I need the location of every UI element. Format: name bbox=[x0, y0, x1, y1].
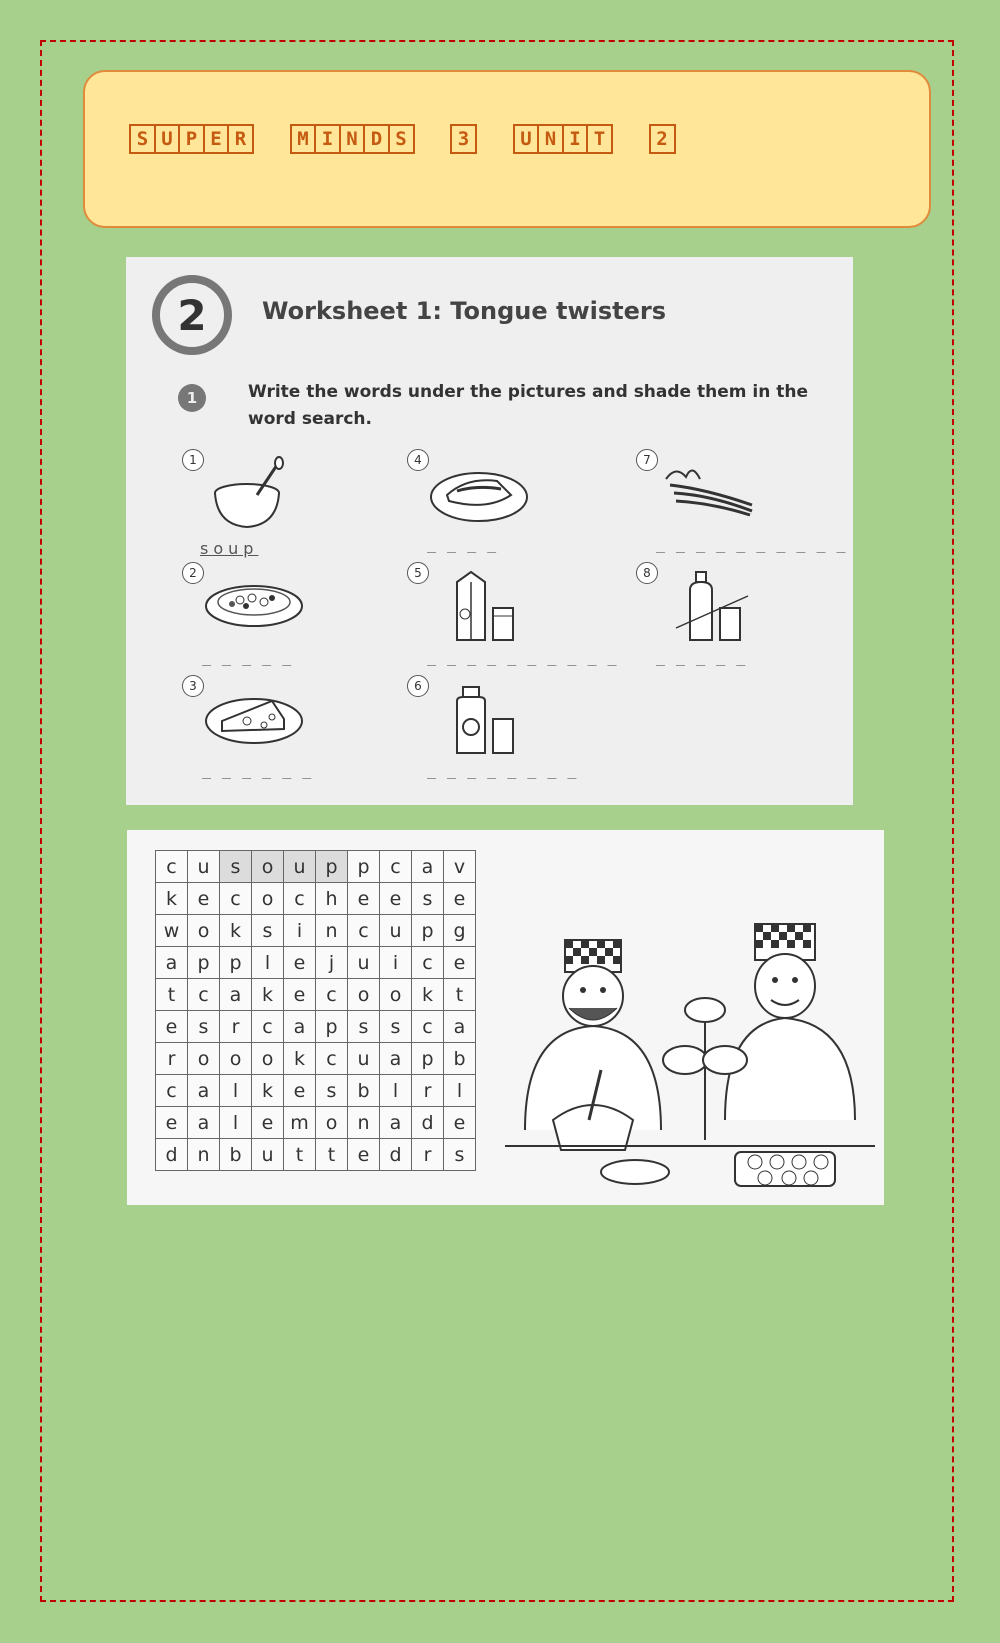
grid-cell[interactable]: u bbox=[188, 851, 220, 883]
juice-bottle-icon bbox=[427, 681, 537, 761]
grid-cell[interactable]: a bbox=[380, 1107, 412, 1139]
title-letter-tile: M bbox=[290, 124, 317, 154]
item-blank: _ _ _ _ bbox=[427, 535, 498, 553]
grid-cell[interactable]: a bbox=[284, 1011, 316, 1043]
celery-icon bbox=[656, 455, 766, 525]
grid-cell[interactable]: o bbox=[252, 883, 284, 915]
title-word bbox=[450, 124, 475, 154]
grid-row bbox=[156, 1139, 476, 1171]
grid-cell[interactable]: p bbox=[220, 947, 252, 979]
item-number: 7 bbox=[636, 449, 658, 471]
title-letter-tile: 2 bbox=[649, 124, 676, 154]
grid-cell[interactable]: u bbox=[284, 851, 316, 883]
grid-cell[interactable]: s bbox=[444, 1139, 476, 1171]
grid-cell[interactable]: u bbox=[348, 947, 380, 979]
grid-cell[interactable]: k bbox=[156, 883, 188, 915]
grid-cell[interactable]: c bbox=[412, 1011, 444, 1043]
picture-item-1 bbox=[182, 449, 382, 558]
grid-cell[interactable]: c bbox=[348, 915, 380, 947]
grid-cell[interactable]: d bbox=[380, 1139, 412, 1171]
title-word bbox=[129, 124, 252, 154]
grid-cell[interactable]: s bbox=[412, 883, 444, 915]
item-number: 8 bbox=[636, 562, 658, 584]
grid-cell[interactable]: a bbox=[188, 1075, 220, 1107]
grid-cell[interactable]: k bbox=[412, 979, 444, 1011]
grid-row bbox=[156, 883, 476, 915]
grid-cell[interactable]: o bbox=[316, 1107, 348, 1139]
grid-cell[interactable]: t bbox=[284, 1139, 316, 1171]
water-bottle-icon bbox=[656, 568, 766, 648]
grid-row bbox=[156, 915, 476, 947]
grid-cell[interactable]: l bbox=[252, 947, 284, 979]
grid-cell[interactable]: c bbox=[188, 979, 220, 1011]
grid-cell[interactable]: n bbox=[316, 915, 348, 947]
grid-cell[interactable]: t bbox=[156, 979, 188, 1011]
grid-cell[interactable]: t bbox=[316, 1139, 348, 1171]
picture-item-5 bbox=[407, 562, 618, 666]
grid-cell[interactable]: s bbox=[316, 1075, 348, 1107]
grid-row bbox=[156, 1075, 476, 1107]
worksheet-title: Worksheet 1: Tongue twisters bbox=[262, 297, 666, 325]
grid-cell[interactable]: e bbox=[444, 947, 476, 979]
grid-cell[interactable]: l bbox=[220, 1107, 252, 1139]
title-letter-tile: 3 bbox=[450, 124, 477, 154]
grid-cell[interactable]: o bbox=[220, 1043, 252, 1075]
grid-cell[interactable]: a bbox=[188, 1107, 220, 1139]
picture-item-4 bbox=[407, 449, 607, 553]
cheese-plate-icon bbox=[202, 681, 312, 751]
item-number: 6 bbox=[407, 675, 429, 697]
title-letter-tile: D bbox=[363, 124, 390, 154]
grid-cell[interactable]: o bbox=[252, 1043, 284, 1075]
grid-cell[interactable]: o bbox=[348, 979, 380, 1011]
item-blank: _ _ _ _ _ _ bbox=[202, 761, 313, 779]
two-chefs-baking-icon bbox=[505, 920, 875, 1190]
grid-cell[interactable]: e bbox=[444, 883, 476, 915]
milk-carton-icon bbox=[427, 568, 537, 648]
grid-cell[interactable]: a bbox=[412, 851, 444, 883]
grid-cell[interactable]: b bbox=[220, 1139, 252, 1171]
grid-cell[interactable]: j bbox=[316, 947, 348, 979]
grid-cell[interactable]: p bbox=[348, 851, 380, 883]
item-number: 2 bbox=[182, 562, 204, 584]
unit-number-badge: 2 bbox=[152, 275, 232, 355]
grid-cell[interactable]: p bbox=[316, 851, 348, 883]
grid-cell[interactable]: e bbox=[284, 1075, 316, 1107]
grid-cell[interactable]: b bbox=[444, 1043, 476, 1075]
grid-cell[interactable]: s bbox=[348, 1011, 380, 1043]
grid-cell[interactable]: s bbox=[188, 1011, 220, 1043]
grid-cell[interactable]: c bbox=[380, 851, 412, 883]
cake-plate-icon bbox=[427, 455, 537, 535]
grid-cell[interactable]: l bbox=[444, 1075, 476, 1107]
grid-cell[interactable]: k bbox=[252, 1075, 284, 1107]
title-letter-tile: U bbox=[154, 124, 181, 154]
grid-cell[interactable]: r bbox=[412, 1075, 444, 1107]
title-letter-tile: T bbox=[586, 124, 613, 154]
grid-cell[interactable]: c bbox=[316, 979, 348, 1011]
grid-cell[interactable]: a bbox=[444, 1011, 476, 1043]
item-number: 5 bbox=[407, 562, 429, 584]
picture-item-3 bbox=[182, 675, 382, 779]
grid-cell[interactable]: c bbox=[412, 947, 444, 979]
grid-cell[interactable]: o bbox=[380, 979, 412, 1011]
word-search-panel bbox=[127, 830, 884, 1205]
grid-cell[interactable]: b bbox=[348, 1075, 380, 1107]
picture-item-6 bbox=[407, 675, 607, 779]
picture-item-7 bbox=[636, 449, 847, 553]
item-blank: _ _ _ _ _ _ _ _ _ _ bbox=[427, 648, 618, 666]
grid-cell[interactable]: r bbox=[156, 1043, 188, 1075]
grid-cell[interactable]: k bbox=[252, 979, 284, 1011]
title-letter-tile: N bbox=[339, 124, 366, 154]
title-letter-tile: E bbox=[203, 124, 230, 154]
grid-cell[interactable]: k bbox=[220, 915, 252, 947]
grid-cell[interactable]: o bbox=[188, 915, 220, 947]
grid-cell[interactable]: e bbox=[348, 1139, 380, 1171]
item-number: 1 bbox=[182, 449, 204, 471]
item-blank: _ _ _ _ _ _ _ _ _ _ bbox=[656, 535, 847, 553]
grid-cell[interactable]: v bbox=[444, 851, 476, 883]
grid-cell[interactable]: p bbox=[188, 947, 220, 979]
grid-cell[interactable]: d bbox=[156, 1139, 188, 1171]
grid-cell[interactable]: e bbox=[284, 979, 316, 1011]
item-number: 4 bbox=[407, 449, 429, 471]
grid-cell[interactable]: c bbox=[316, 1043, 348, 1075]
grid-cell[interactable]: u bbox=[252, 1139, 284, 1171]
grid-row bbox=[156, 1043, 476, 1075]
grid-cell[interactable]: l bbox=[220, 1075, 252, 1107]
item-blank: _ _ _ _ _ _ _ _ bbox=[427, 761, 578, 779]
grid-cell[interactable]: e bbox=[188, 883, 220, 915]
picture-item-8 bbox=[636, 562, 836, 666]
grid-row bbox=[156, 947, 476, 979]
grid-cell[interactable]: w bbox=[156, 915, 188, 947]
title-word bbox=[513, 124, 611, 154]
grid-cell[interactable]: u bbox=[348, 1043, 380, 1075]
grid-cell[interactable]: k bbox=[284, 1043, 316, 1075]
grid-row bbox=[156, 979, 476, 1011]
title-letter-tile: R bbox=[227, 124, 254, 154]
grid-cell[interactable]: i bbox=[380, 947, 412, 979]
grid-cell[interactable]: t bbox=[444, 979, 476, 1011]
grid-cell[interactable]: e bbox=[252, 1107, 284, 1139]
grid-cell[interactable]: e bbox=[348, 883, 380, 915]
grid-cell[interactable]: c bbox=[220, 883, 252, 915]
grid-cell[interactable]: a bbox=[380, 1043, 412, 1075]
grid-cell[interactable]: r bbox=[412, 1139, 444, 1171]
grid-cell[interactable]: e bbox=[444, 1107, 476, 1139]
grid-cell[interactable]: e bbox=[156, 1107, 188, 1139]
grid-cell[interactable]: c bbox=[156, 851, 188, 883]
grid-row bbox=[156, 851, 476, 883]
grid-cell[interactable]: u bbox=[380, 915, 412, 947]
item-answer: soup bbox=[200, 539, 259, 558]
grid-cell[interactable]: r bbox=[220, 1011, 252, 1043]
grid-cell[interactable]: i bbox=[284, 915, 316, 947]
soup-bowl-icon bbox=[202, 455, 302, 535]
grid-cell[interactable]: m bbox=[284, 1107, 316, 1139]
title-letter-tile: P bbox=[178, 124, 205, 154]
grid-cell[interactable]: g bbox=[444, 915, 476, 947]
title-letter-tile: S bbox=[388, 124, 415, 154]
task-number-badge: 1 bbox=[178, 384, 206, 412]
grid-cell[interactable]: c bbox=[252, 1011, 284, 1043]
grid-cell[interactable]: e bbox=[156, 1011, 188, 1043]
task-instruction: Write the words under the pictures and shade them in the word search. bbox=[248, 382, 808, 429]
grid-cell[interactable]: s bbox=[252, 915, 284, 947]
grid-cell[interactable]: s bbox=[220, 851, 252, 883]
title-letters bbox=[129, 124, 711, 154]
grid-row bbox=[156, 1011, 476, 1043]
item-blank: _ _ _ _ _ bbox=[202, 648, 293, 666]
grid-cell[interactable]: d bbox=[412, 1107, 444, 1139]
salad-plate-icon bbox=[202, 568, 312, 638]
grid-cell[interactable]: e bbox=[380, 883, 412, 915]
item-number: 3 bbox=[182, 675, 204, 697]
title-letter-tile: N bbox=[537, 124, 564, 154]
grid-cell[interactable]: a bbox=[220, 979, 252, 1011]
grid-cell[interactable]: n bbox=[348, 1107, 380, 1139]
grid-cell[interactable]: l bbox=[380, 1075, 412, 1107]
grid-cell[interactable]: e bbox=[284, 947, 316, 979]
grid-cell[interactable]: o bbox=[188, 1043, 220, 1075]
title-letter-tile: I bbox=[314, 124, 341, 154]
title-word bbox=[649, 124, 674, 154]
grid-cell[interactable]: o bbox=[252, 851, 284, 883]
grid-cell[interactable]: n bbox=[188, 1139, 220, 1171]
title-letter-tile: S bbox=[129, 124, 156, 154]
grid-cell[interactable]: h bbox=[316, 883, 348, 915]
worksheet-panel bbox=[126, 257, 853, 805]
title-letter-tile: I bbox=[562, 124, 589, 154]
grid-cell[interactable]: a bbox=[156, 947, 188, 979]
grid-cell[interactable]: p bbox=[316, 1011, 348, 1043]
title-word bbox=[290, 124, 413, 154]
picture-item-2 bbox=[182, 562, 382, 666]
grid-cell[interactable]: p bbox=[412, 915, 444, 947]
grid-cell[interactable]: c bbox=[156, 1075, 188, 1107]
word-search-grid bbox=[155, 850, 476, 1171]
title-letter-tile: U bbox=[513, 124, 540, 154]
item-blank: _ _ _ _ _ bbox=[656, 648, 747, 666]
grid-cell[interactable]: s bbox=[380, 1011, 412, 1043]
title-banner bbox=[83, 70, 931, 228]
grid-row bbox=[156, 1107, 476, 1139]
grid-cell[interactable]: c bbox=[284, 883, 316, 915]
grid-cell[interactable]: p bbox=[412, 1043, 444, 1075]
